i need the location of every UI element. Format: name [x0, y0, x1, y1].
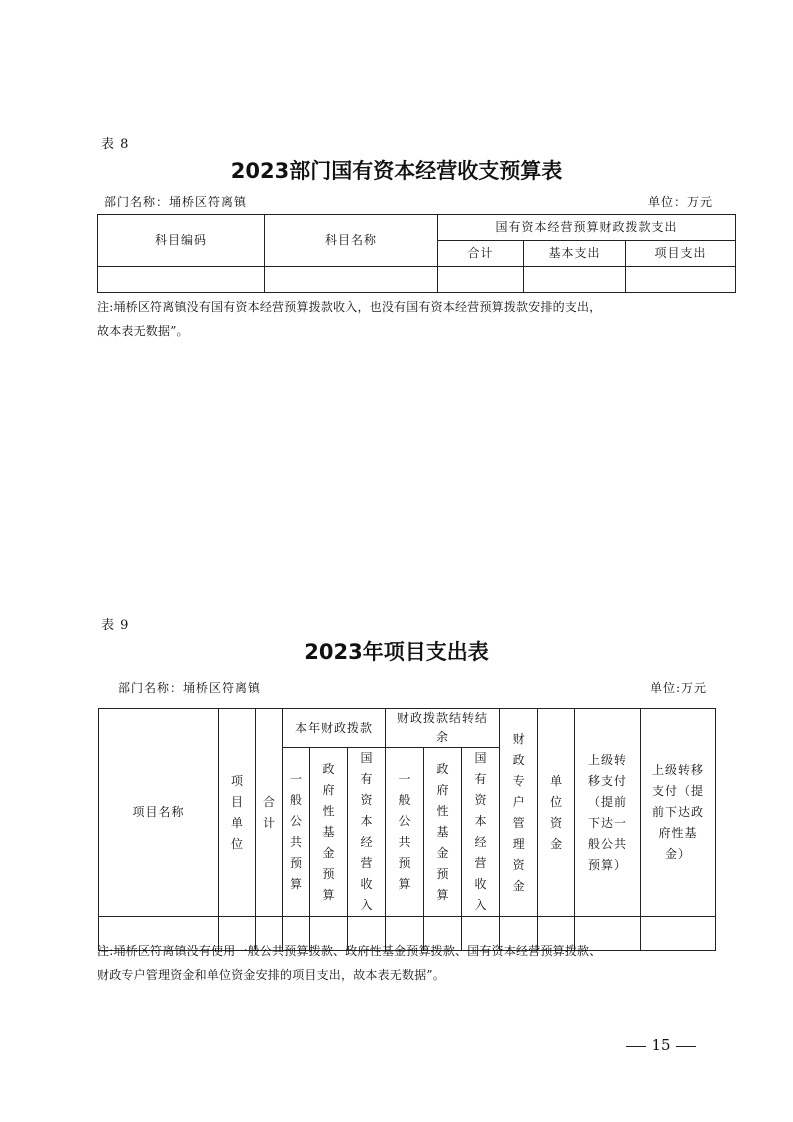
header-current-year-appropriation: 本年财政拨款 [283, 709, 386, 748]
page-footer [626, 1036, 696, 1056]
header-upper-transfer-general: 上级转移支付（提前下达一般公共预算） [575, 709, 641, 917]
header-subject-code: 科目编码 [98, 215, 265, 267]
table9-note [97, 939, 757, 987]
header-carryover-appropriation: 财政拨款结转结余 [386, 709, 500, 748]
table9-note-line1: 注:埇桥区符离镇没有使用一般公共预算拨款、政府性基金预算拨款、国有资本经营预算拨款、 [97, 944, 602, 958]
header-current-fund-budget: 政府性基金预算 [310, 748, 348, 917]
page-number-dash-left [626, 1046, 646, 1047]
header-basic-expenditure: 基本支出 [524, 241, 626, 267]
header-project-name: 项目名称 [99, 709, 219, 917]
header-carry-general-budget: 一般公共预算 [386, 748, 424, 917]
table-cell [438, 267, 524, 293]
table-cell [524, 267, 626, 293]
table8-grid [97, 214, 736, 293]
table9-unit: 单位:万元 [650, 681, 708, 695]
table-cell [98, 267, 265, 293]
table8-note-line1: 注:埇桥区符离镇没有国有资本经营预算拨款收入，也没有国有资本经营预算拨款安排的支出， [97, 300, 602, 314]
header-total: 合计 [438, 241, 524, 267]
table-cell [265, 267, 438, 293]
header-project-expenditure: 项目支出 [626, 241, 736, 267]
table9-dept-name: 部门名称：埇桥区符离镇 [118, 681, 262, 695]
header-unit-fund: 单位资金 [538, 709, 575, 917]
table8-label: 表 8 [101, 137, 130, 152]
table9-grid [98, 708, 716, 951]
page-number: 15 [651, 1036, 671, 1054]
header-total: 合计 [256, 709, 283, 917]
table8-unit: 单位：万元 [648, 195, 714, 209]
table9-title: 2023年项目支出表 [304, 640, 489, 664]
header-project-unit: 项目单位 [219, 709, 256, 917]
table8-title: 2023部门国有资本经营收支预算表 [230, 159, 563, 183]
header-current-state-capital: 国有资本经营收入 [348, 748, 386, 917]
page-number-dash-right [676, 1046, 696, 1047]
header-carry-fund-budget: 政府性基金预算 [424, 748, 462, 917]
table8-note-line2: 故本表无数据”。 [97, 324, 189, 338]
table8-dept-name: 部门名称：埇桥区符离镇 [104, 195, 248, 209]
header-state-capital-expenditure: 国有资本经营预算财政拨款支出 [438, 215, 736, 241]
table-row [98, 267, 736, 293]
table-cell [626, 267, 736, 293]
table9-note-line2: 财政专户管理资金和单位资金安排的项目支出，故本表无数据”。 [97, 968, 445, 982]
table8-note [97, 295, 757, 343]
header-current-general-budget: 一般公共预算 [283, 748, 310, 917]
header-upper-transfer-fund: 上级转移支付（提前下达政府性基金） [641, 709, 716, 917]
table9-label: 表 9 [101, 618, 130, 633]
header-special-account-fund: 财政专户管理资金 [500, 709, 538, 917]
header-subject-name: 科目名称 [265, 215, 438, 267]
header-carry-state-capital: 国有资本经营收入 [462, 748, 500, 917]
